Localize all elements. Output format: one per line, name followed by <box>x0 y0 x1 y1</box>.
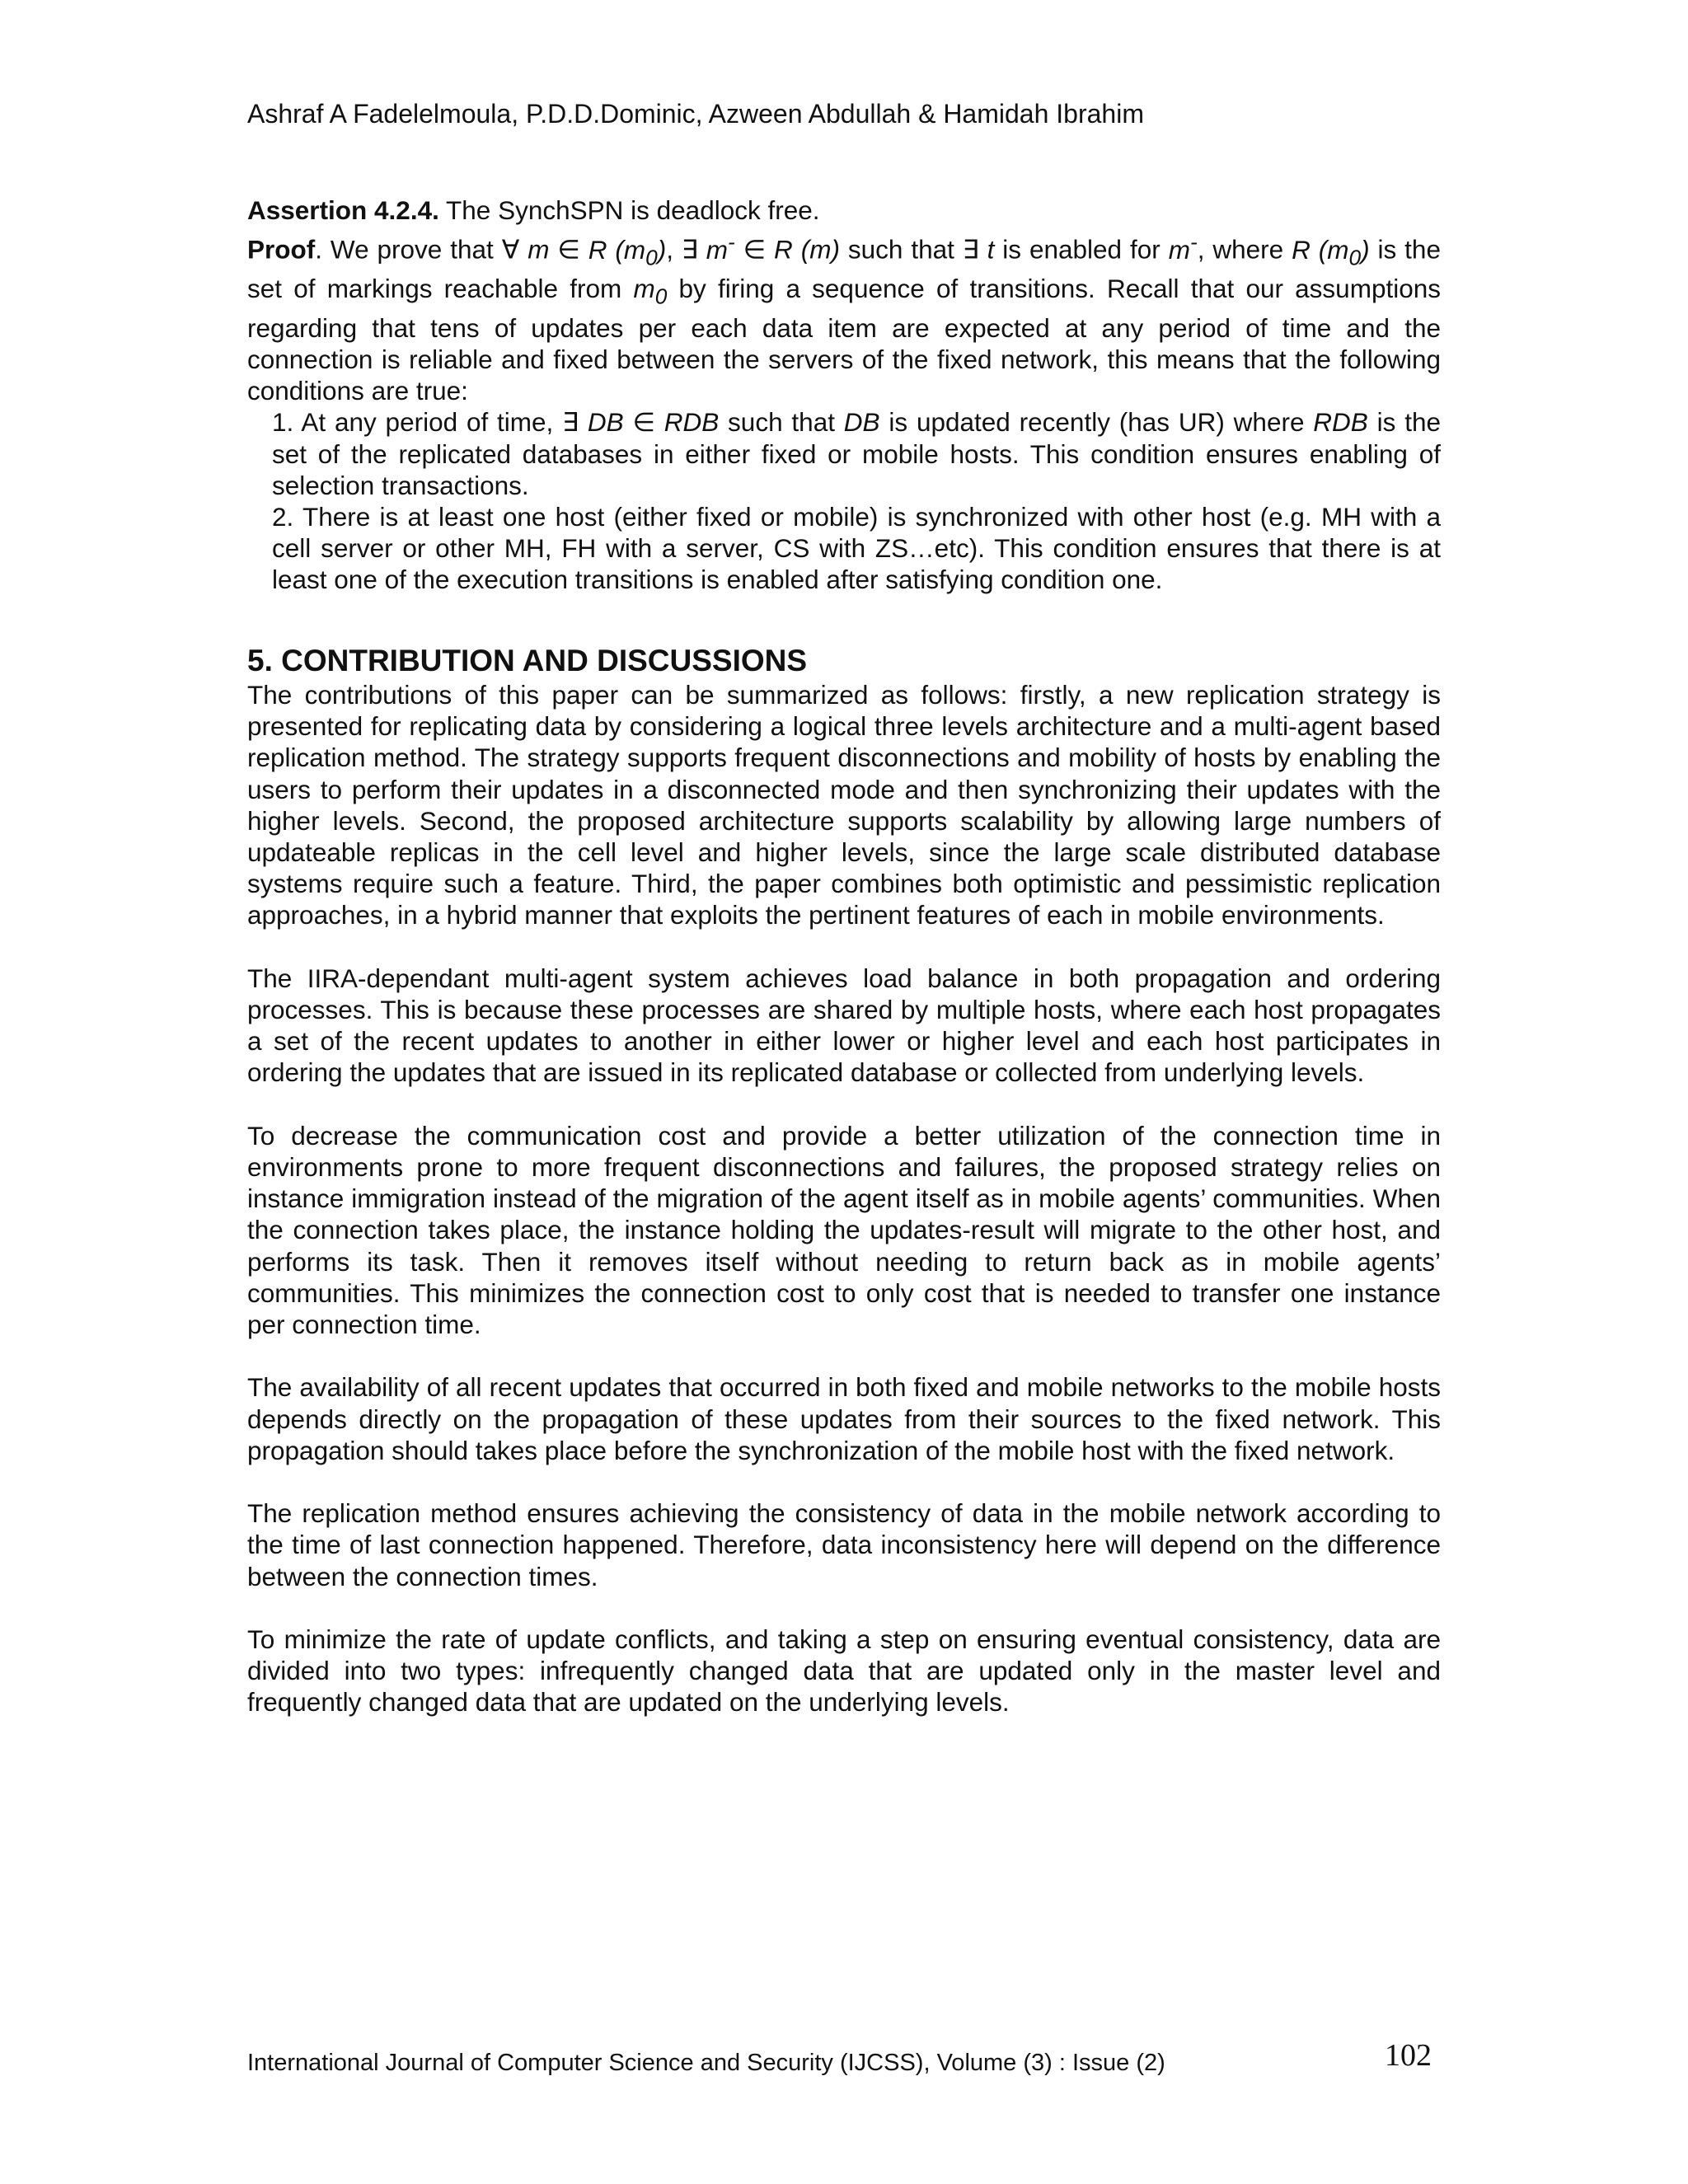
proof-text: , ∃ <box>666 234 706 265</box>
proof-text: by firing a sequence of transitions. Recall that our assumptions regarding that tens of updates per each data item are expected at any period of time and the connection is reliable and fixed between the servers of the fixed network, this means that the following conditions are true: <box>247 274 1442 406</box>
body-paragraph: The replication method ensures achieving the consistency of data in the mobile network according to the time of last connection happened. Therefore, data inconsistency here will depend on the difference between the connection times. <box>247 1498 1441 1591</box>
proof-text: such that ∃ <box>839 234 987 265</box>
assertion-statement: The SynchSPN is deadlock free. <box>446 195 820 225</box>
math-text: ) <box>657 234 667 265</box>
math-text: R (m <box>1292 234 1349 265</box>
math-m0 <box>633 274 668 309</box>
condition-text: is the set of the replicated databases in either fixed or mobile hosts. This condition ensures enabling of selection transactions. <box>272 407 1441 500</box>
math-rm0b <box>1292 234 1370 269</box>
math-m: m <box>528 234 550 265</box>
proof-paragraph <box>247 226 1441 406</box>
running-header-authors: Ashraf A Fadelelmoula, P.D.D.Dominic, Azween Abdullah & Hamidah Ibrahim <box>247 99 1144 129</box>
condition-text: ∈ <box>623 407 664 438</box>
math-db: DB <box>587 407 624 438</box>
condition-text: 1. At any period of time, ∃ <box>272 407 588 438</box>
math-subscript: 0 <box>1348 245 1362 269</box>
math-m2 <box>1168 229 1198 265</box>
proof-text: ∈ <box>549 234 588 265</box>
math-text: m <box>633 274 655 304</box>
math-superscript: - <box>728 229 735 255</box>
math-rm: R (m) <box>774 234 840 265</box>
math-text: m <box>706 234 728 265</box>
conditions-list <box>247 406 1441 595</box>
math-text: ) <box>1361 234 1370 265</box>
proof-text: , where <box>1197 234 1292 265</box>
proof-text: ∈ <box>734 234 775 265</box>
math-t: t <box>987 234 995 265</box>
math-superscript: - <box>1189 229 1198 255</box>
assertion-label: Assertion 4.2.4. <box>247 195 439 225</box>
math-mbar <box>706 229 735 265</box>
math-subscript: 0 <box>654 284 668 309</box>
body-paragraph: The contributions of this paper can be summarized as follows: firstly, a new replication strategy is presented for replicating data by considering a logical three levels architecture and a multi-agent based replication method. The strategy supports frequent disconnections and mobility of hosts by enabling the users to perform their updates in a disconnected mode and then synchronizing their updates with the higher levels. Second, the proposed architecture supports scalability by allowing large numbers of updateable replicas in the cell level and higher levels, since the large scale distributed database systems require such a feature. Third, the paper combines both optimistic and pessimistic replication approaches, in a hybrid manner that exploits the pertinent features of each in mobile environments. <box>247 680 1441 930</box>
condition-text: such that <box>719 407 844 438</box>
body-paragraph: To decrease the communication cost and provide a better utilization of the connection time in environments prone to more frequent disconnections and failures, the proposed strategy relies on instance immigration instead of the migration of the agent itself as in mobile agents’ communities. When the connection takes place, the instance holding the updates-result will migrate to the other host, and performs its task. Then it removes itself without needing to return back as in mobile agents’ communities. This minimizes the connection cost to only cost that is needed to transfer one instance per connection time. <box>247 1120 1441 1340</box>
proof-text: . We prove that ∀ <box>315 234 528 265</box>
condition-1 <box>272 406 1441 501</box>
math-text: R (m <box>588 234 646 265</box>
body-paragraph: To minimize the rate of update conflicts, and taking a step on ensuring eventual consistency, data are divided into two types: infrequently changed data that are updated only in the master level and frequently changed data that are updated on the underlying levels. <box>247 1624 1441 1718</box>
condition-2: 2. There is at least one host (either fixed or mobile) is synchronized with other host (e.g. MH with a cell server or other MH, FH with a server, CS with ZS…etc). This condition ensures that there is at least one of the execution transitions is enabled after satisfying condition one. <box>272 501 1441 595</box>
footer-journal: International Journal of Computer Science and Security (IJCSS), Volume (3) : Issue (2) <box>247 2050 1165 2076</box>
section-heading: 5. CONTRIBUTION AND DISCUSSIONS <box>247 644 808 677</box>
body-paragraph: The availability of all recent updates that occurred in both fixed and mobile networks to the mobile hosts depends directly on the propagation of these updates from their sources to the fixed network. This propagation should takes place before the synchronization of the mobile host with the fixed network. <box>247 1372 1441 1465</box>
proof-text: is enabled for <box>994 234 1169 265</box>
proof-label: Proof <box>247 234 316 265</box>
assertion-block <box>247 194 1441 596</box>
page-number: 102 <box>1385 2038 1432 2073</box>
condition-text: is updated recently (has UR) where <box>879 407 1314 438</box>
math-rdb: RDB <box>663 407 720 438</box>
math-db: DB <box>843 407 880 438</box>
assertion-line <box>247 194 1441 226</box>
math-text: m <box>1168 234 1190 265</box>
math-rdb: RDB <box>1313 407 1368 438</box>
math-subscript: 0 <box>645 245 658 269</box>
body-paragraph: The IIRA-dependant multi-agent system achieves load balance in both propagation and ordering processes. This is because these processes are shared by multiple hosts, where each host propagates a set of the recent updates to another in either lower or higher level and each host participates in ordering the updates that are issued in its replicated database or collected from underlying levels. <box>247 963 1441 1088</box>
section-body <box>247 679 1441 1718</box>
math-rm0 <box>588 234 667 269</box>
proof-text: is the set of markings reachable from <box>247 234 1441 304</box>
